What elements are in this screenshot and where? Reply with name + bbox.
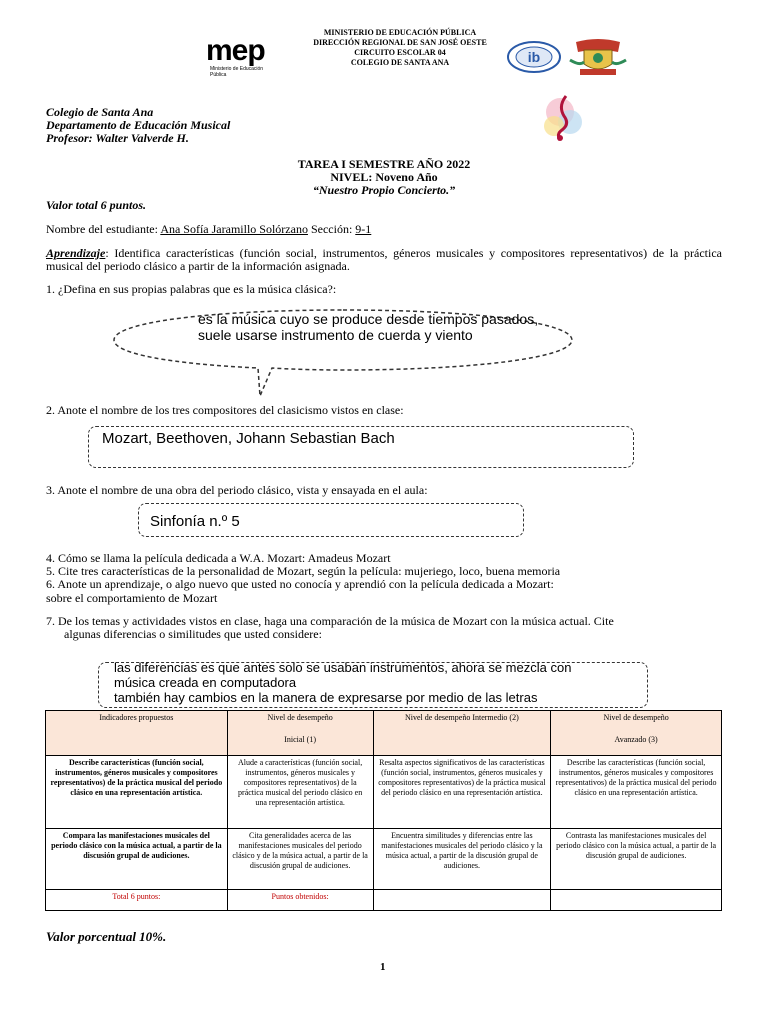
question-3: 3. Anote el nombre de una obra del periodo clásico, vista y ensayada en el aula:: [46, 483, 428, 497]
page-number: 1: [380, 961, 386, 973]
project-name: “Nuestro Propio Concierto.”: [312, 183, 456, 197]
ib-logo: [506, 40, 562, 74]
music-clef-logo: [538, 92, 588, 144]
rubric-empty-cell: [551, 890, 722, 911]
answer-6: sobre el comportamiento de Mozart: [46, 591, 218, 605]
ib-logo-text: ib: [527, 49, 541, 65]
rubric-row: [46, 829, 722, 890]
rubric-total-row: [46, 890, 722, 911]
department-name: Departamento de Educación Musical: [46, 118, 231, 132]
question-6: 6. Anote un aprendizaje, o algo nuevo que usted no conocía y aprendió con la película dedicada a Mozart:: [46, 577, 554, 591]
rubric-header-cell: Indicadores propuestos: [46, 711, 228, 756]
rubric-cell: Encuentra similitudes y diferencias entre las manifestaciones musicales del periodo clásico y la música actual, a partir de la discusión grupal de audiciones.: [373, 829, 551, 890]
student-line: [46, 222, 371, 237]
rubric-table: [45, 710, 722, 911]
assignment-title: [200, 158, 568, 197]
teacher-name: Profesor: Walter Valverde H.: [46, 131, 189, 145]
rubric-row: [46, 756, 722, 829]
rubric-cell: Cita generalidades acerca de las manifestaciones musicales del periodo clásico y de la música actual, a partir de la discusión grupal de audiciones.: [227, 829, 373, 890]
question-5: 5. Cite tres características de la personalidad de Mozart, según la película: mujeriego, loco, buena memoria: [46, 564, 561, 578]
learning-text: : Identifica características (función social, instrumentos, géneros musicales y compositores representativos) de la práctica musical del periodo clásico a partir de la información asignada.: [46, 246, 722, 273]
school-info: [46, 106, 230, 145]
answer-1: es la música cuyo se produce desde tiempos pasados, suele usarse instrumento de cuerda y viento: [198, 311, 539, 343]
rubric-empty-cell: [373, 890, 551, 911]
total-value: Valor total 6 puntos.: [46, 198, 147, 212]
obtained-points-cell[interactable]: Puntos obtenidos:: [227, 890, 373, 911]
rubric-cell: Resalta aspectos significativos de las características (función social, instrumentos, géneros musicales y compositores representativos) de la práctica musical del periodo clásico en una representación artística.: [373, 756, 551, 829]
rubric-header-cell: Nivel de desempeño Avanzado (3): [551, 711, 722, 756]
school-name: Colegio de Santa Ana: [46, 105, 154, 119]
rubric-header-row: [46, 711, 722, 756]
ministry-line: DIRECCIÓN REGIONAL DE SAN JOSÉ OESTE: [313, 38, 487, 47]
section-label: Sección:: [307, 222, 356, 236]
question-1: 1. ¿Defina en sus propias palabras que es la música clásica?:: [46, 282, 337, 296]
mep-logo-text: mep: [206, 34, 265, 67]
rubric-indicator-cell: Describe características (función social, instrumentos, géneros musicales y compositores representativos) de la práctica musical del periodo clásico en una representación artística.: [46, 756, 228, 829]
answer-7-line: también hay cambios en la manera de expresarse por medio de las letras: [114, 690, 538, 705]
rubric-indicator-cell: Compara las manifestaciones musicales del periodo clásico con la música actual, a partir de la discusión grupal de audiciones.: [46, 829, 228, 890]
level-line: NIVEL: Noveno Año: [330, 170, 438, 184]
rubric-cell: Alude a características (función social, instrumentos, géneros musicales y compositores representativos) de la práctica musical del periodo clásico en una representación artística.: [227, 756, 373, 829]
question-7-line-2: algunas diferencias o similitudes que usted considere:: [64, 627, 322, 641]
student-label: Nombre del estudiante:: [46, 222, 161, 236]
rubric-header-cell: Nivel de desempeño Inicial (1): [227, 711, 373, 756]
question-7-line-1: 7. De los temas y actividades vistos en clase, haga una comparación de la música de Mozart con la música actual. Cite: [46, 614, 614, 628]
ministry-line: MINISTERIO DE EDUCACIÓN PÚBLICA: [323, 28, 477, 37]
title-line: TAREA I SEMESTRE AÑO 2022: [297, 157, 471, 171]
rubric-cell: Contrasta las manifestaciones musicales del periodo clásico con la música actual, a partir de la discusión grupal de audiciones.: [551, 829, 722, 890]
mep-logo: [206, 36, 276, 76]
ministry-line: CIRCUITO ESCOLAR 04: [354, 48, 446, 57]
learning-objective: [46, 247, 722, 273]
mep-logo-subtext: Ministerio de Educación Pública: [210, 66, 264, 78]
student-name: Ana Sofía Jaramillo Solórzano: [160, 222, 308, 236]
question-4: 4. Cómo se llama la película dedicada a W.A. Mozart: Amadeus Mozart: [46, 551, 391, 565]
school-crest-logo: [566, 36, 630, 78]
answer-7-line: música creada en computadora: [114, 675, 297, 690]
answer-7-line: las diferencias es que antes solo se usaban instrumentos, ahora se mezcla con: [114, 660, 572, 675]
answer-3: Sinfonía n.º 5: [150, 513, 240, 530]
answer-7: [114, 660, 634, 705]
learning-label: Aprendizaje: [46, 246, 106, 260]
rubric-header-cell: Nivel de desempeño Intermedio (2): [373, 711, 551, 756]
rubric-cell: Describe las características (función social, instrumentos, géneros musicales y compositores representativos) de la práctica musical del periodo clásico en una representación artística.: [551, 756, 722, 829]
total-points-cell: Total 6 puntos:: [46, 890, 228, 911]
percentage-value: Valor porcentual 10%.: [46, 929, 167, 944]
ministry-line: COLEGIO DE SANTA ANA: [350, 58, 450, 67]
ministry-header: [300, 28, 500, 68]
question-2: 2. Anote el nombre de los tres compositores del clasicismo vistos en clase:: [46, 403, 404, 417]
answer-2: Mozart, Beethoven, Johann Sebastian Bach: [102, 430, 395, 447]
section-value: 9-1: [355, 222, 372, 236]
